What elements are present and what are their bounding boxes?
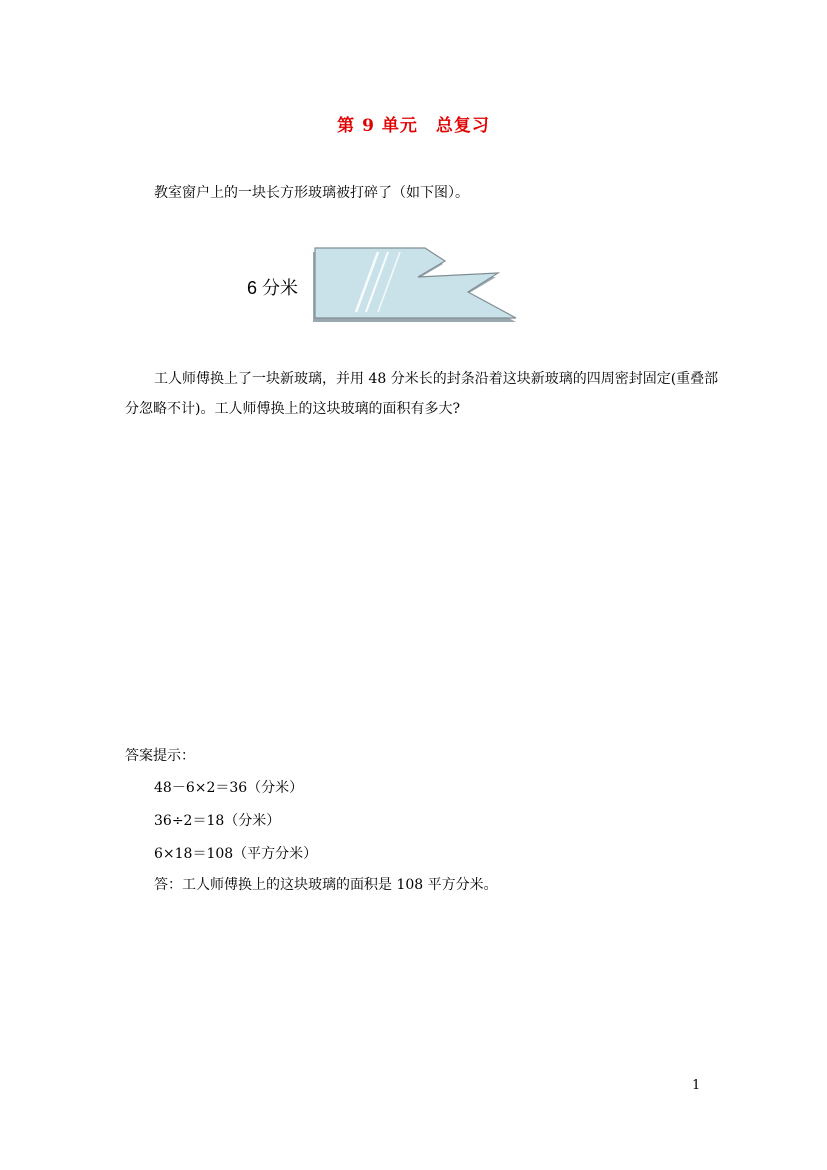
page-title: 第 9 单元 总复习 (337, 116, 490, 136)
answer-line: 48－6×2＝36（分米） (154, 780, 304, 796)
answer-line: 6×18＝108（平方分米） (154, 846, 318, 862)
question-text: 工人师傅换上了一块新玻璃，并用 48 分米长的封条沿着这块新玻璃的四周密封固定(重叠部分忽略不计)。工人师傅换上的这块玻璃的面积有多大? (125, 371, 719, 417)
answer-heading: 答案提示： (125, 748, 195, 764)
dimension-label: 6 分米 (247, 278, 299, 298)
answer-line: 答：工人师傅换上的这块玻璃的面积是 108 平方分米。 (154, 877, 498, 893)
intro-text: 教室窗户上的一块长方形玻璃被打碎了（如下图）。 (154, 185, 469, 201)
answer-line: 36÷2＝18（分米） (154, 813, 281, 829)
page-number: 1 (692, 1078, 701, 1093)
